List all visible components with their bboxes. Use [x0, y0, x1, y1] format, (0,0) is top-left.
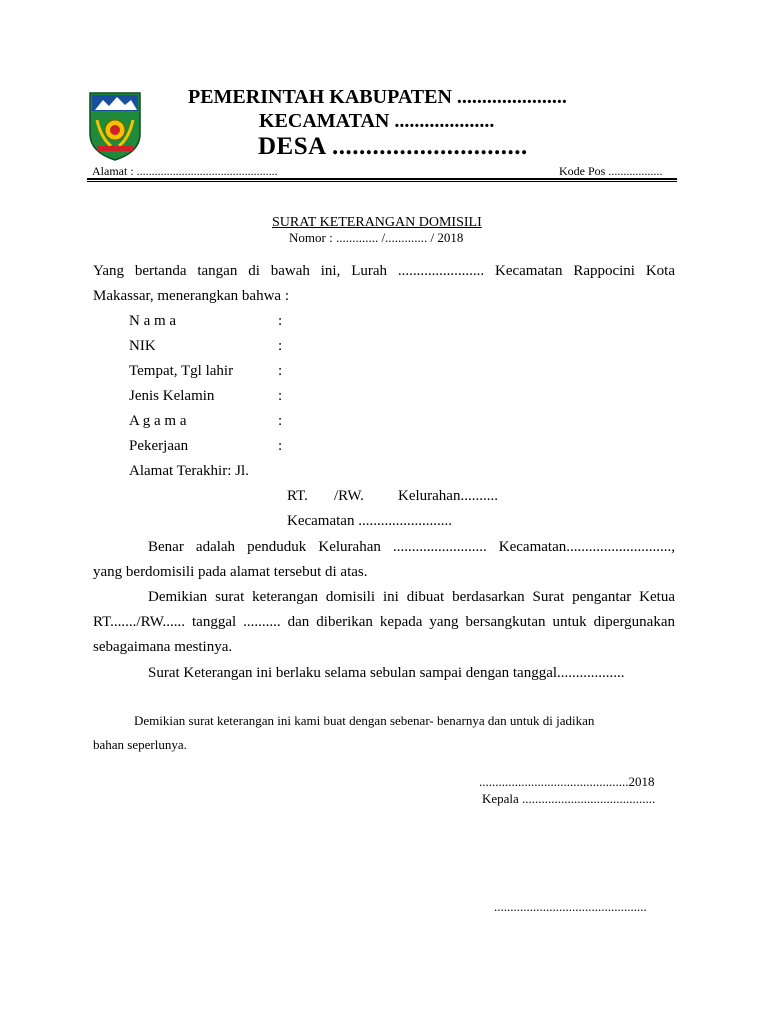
field-colon: : — [278, 363, 283, 379]
intro-line-2: Makassar, menerangkan bahwa : — [93, 288, 289, 304]
field-label-name: N a m a — [129, 313, 177, 329]
header-postal-code: Kode Pos .................. — [559, 164, 663, 178]
closing-line-2: bahan seperlunya. — [93, 737, 187, 752]
signature-date: ..............................................2018 — [479, 774, 655, 789]
para3-validity: Surat Keterangan ini berlaku selama sebulan sampai dengan tanggal.................. — [148, 665, 625, 681]
regency-emblem-icon — [87, 90, 143, 162]
address-rw: /RW. — [334, 488, 364, 504]
field-colon: : — [278, 388, 283, 404]
closing-line-1: Demikian surat keterangan ini kami buat dengan sebenar- benarnya dan untuk di jadikan — [134, 713, 595, 728]
letter-number: Nomor : ............. /............. / 2018 — [289, 230, 464, 245]
field-label-birth: Tempat, Tgl lahir — [129, 363, 234, 379]
field-label-religion: A g a m a — [129, 413, 187, 429]
para2-line-2: RT......./RW...... tanggal .......... dan diberikan kepada yang bersangkutan untuk dipergunakan — [93, 614, 675, 630]
header-divider-thick — [87, 178, 677, 180]
field-colon: : — [278, 313, 283, 329]
field-colon: : — [278, 338, 283, 354]
letter-title: SURAT KETERANGAN DOMISILI — [272, 215, 482, 230]
address-rt: RT. — [287, 488, 308, 504]
field-label-gender: Jenis Kelamin — [129, 388, 215, 404]
address-kecamatan: Kecamatan ......................... — [287, 513, 452, 529]
field-colon: : — [278, 413, 283, 429]
header-government-line: PEMERINTAH KABUPATEN ...................... — [188, 86, 567, 108]
header-village-line: DESA ............................. — [258, 133, 528, 160]
header-divider-thin — [87, 181, 677, 182]
para2-line-3: sebagaimana mestinya. — [93, 639, 233, 655]
para1-line-2: yang berdomisili pada alamat tersebut di atas. — [93, 564, 368, 580]
field-colon: : — [278, 438, 283, 454]
intro-line-1: Yang bertanda tangan di bawah ini, Lurah ....................... Kecamatan Rappocini Kota — [93, 263, 675, 279]
field-label-occupation: Pekerjaan — [129, 438, 189, 454]
field-label-address: Alamat Terakhir: Jl. — [129, 463, 249, 479]
para2-line-1: Demikian surat keterangan domisili ini dibuat berdasarkan Surat pengantar Ketua — [148, 589, 675, 605]
para1-line-1: Benar adalah penduduk Kelurahan ......................... Kecamatan............................, — [148, 539, 675, 555]
signature-role: Kepala ......................................... — [482, 791, 656, 806]
address-kelurahan: Kelurahan.......... — [398, 488, 498, 504]
header-address: Alamat : ............................................... — [92, 164, 278, 178]
signature-name: ............................................... — [494, 899, 647, 914]
header-district-line: KECAMATAN .................... — [259, 110, 495, 132]
field-label-nik: NIK — [129, 338, 156, 354]
